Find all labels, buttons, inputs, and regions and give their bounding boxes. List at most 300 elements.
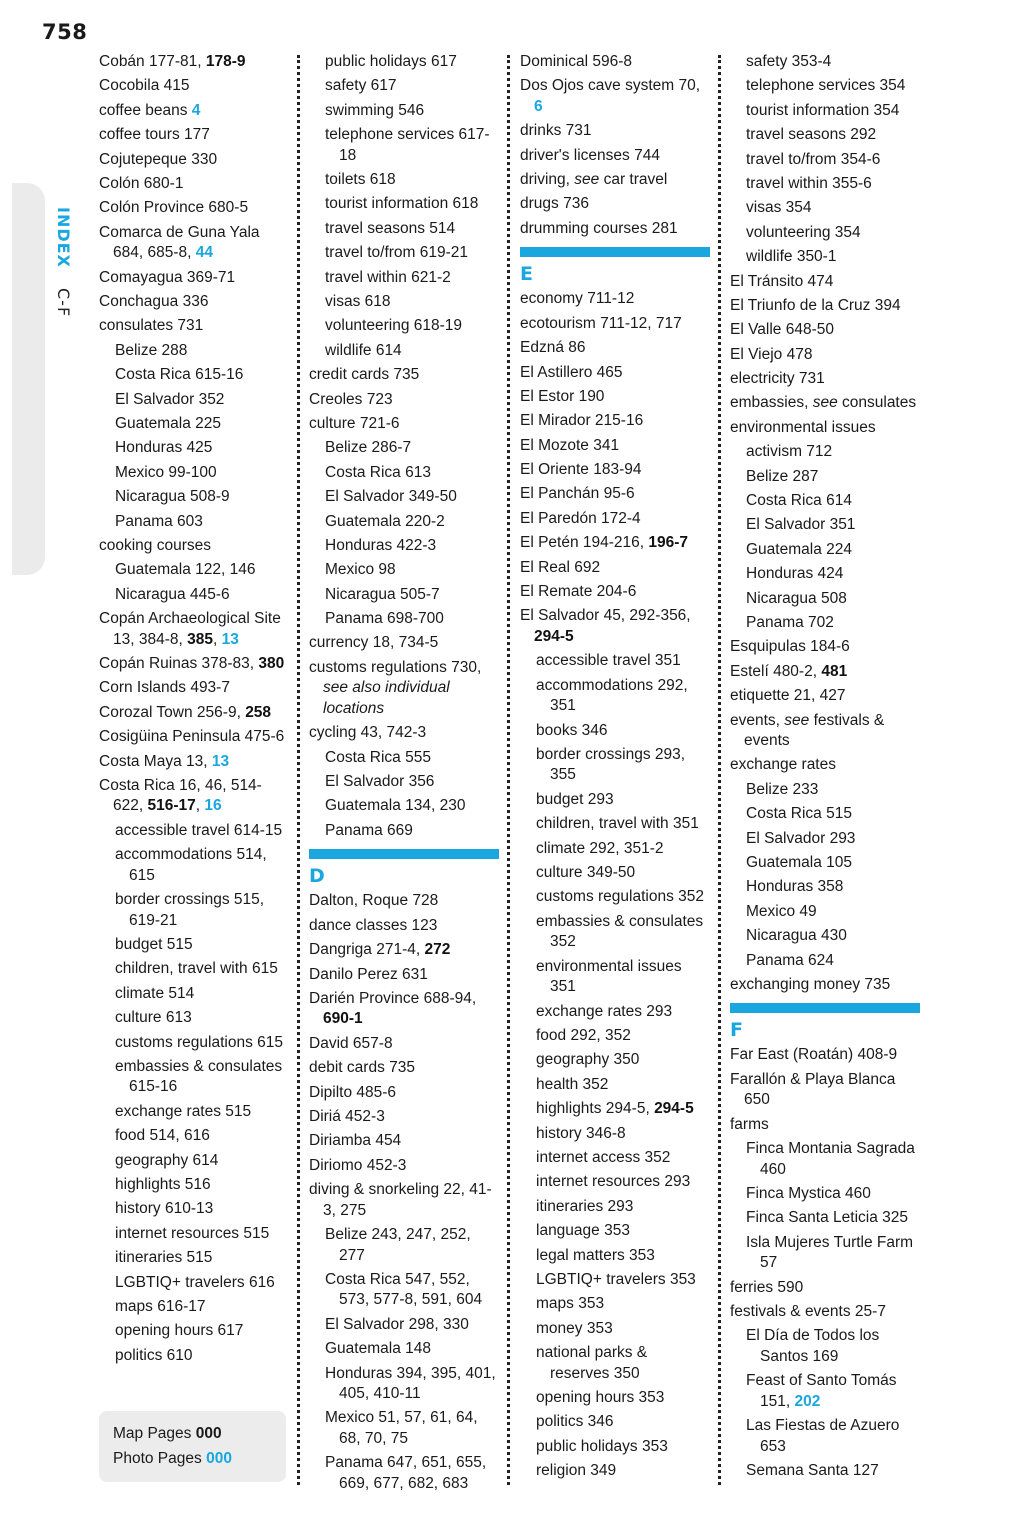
entry-text: Costa Maya 13,: [99, 752, 212, 770]
entry-text: drumming courses 281: [520, 219, 678, 237]
index-entry: [520, 219, 710, 240]
index-subentry: [520, 1294, 710, 1315]
entry-text: drugs 736: [520, 195, 589, 213]
entry-text: customs regulations 615: [115, 1033, 284, 1051]
entry-text: drinks 731: [520, 122, 592, 140]
index-subentry: [99, 512, 289, 533]
index-subentry: [520, 1148, 710, 1169]
entry-text: health 352: [536, 1075, 609, 1093]
index-subentry: [99, 585, 289, 606]
entry-text: El Remate 204-6: [520, 583, 637, 601]
entry-text: currency 18, 734-5: [309, 634, 439, 652]
entry-text: culture 613: [115, 1009, 192, 1027]
entry-text: itineraries 293: [536, 1197, 634, 1215]
entry-text: Honduras 424: [746, 565, 844, 583]
index-subentry: [309, 772, 499, 793]
entry-text: Belize 288: [115, 341, 188, 359]
section-bar: [730, 1003, 920, 1013]
section-letter: F: [730, 1019, 743, 1042]
map-page-ref: 380: [258, 654, 285, 672]
index-subentry: [730, 564, 920, 585]
index-entry: [730, 296, 920, 317]
index-entry: [520, 436, 710, 457]
entry-text: cycling 43, 742-3: [309, 724, 427, 742]
entry-text: embassies,: [730, 394, 813, 412]
entry-text: Dangriga 271-4,: [309, 941, 425, 959]
entry-text: Guatemala 134, 230: [325, 797, 466, 815]
entry-text: Costa Rica 613: [325, 463, 431, 481]
map-pages-value: 000: [195, 1425, 222, 1442]
index-subentry: [99, 890, 289, 931]
index-subentry: [99, 1033, 289, 1054]
entry-text: geography 614: [115, 1151, 219, 1169]
entry-text: Honduras 394, 395, 401, 405, 410-11: [325, 1364, 496, 1403]
cross-reference: see: [574, 171, 600, 189]
index-subentry: [730, 853, 920, 874]
entry-text: politics 346: [536, 1413, 614, 1431]
entry-text: food 514, 616: [115, 1127, 210, 1145]
letter-section-header: [520, 247, 710, 285]
entry-text: Far East (Roatán) 408-9: [730, 1046, 898, 1064]
index-subentry: [99, 1151, 289, 1172]
index-subentry: [730, 198, 920, 219]
index-entry: [309, 916, 499, 937]
entry-text: El Petén 194-216,: [520, 534, 649, 552]
index-entry: [309, 414, 499, 435]
entry-text: religion 349: [536, 1462, 617, 1480]
index-subentry: [520, 1075, 710, 1096]
index-subentry: [309, 268, 499, 289]
index-subentry: [309, 463, 499, 484]
entry-text: El Viejo 478: [730, 345, 813, 363]
entry-text: David 657-8: [309, 1034, 393, 1052]
index-entry: [99, 198, 289, 219]
map-page-ref: 294-5: [534, 627, 574, 645]
map-pages-legend: [113, 1425, 222, 1443]
index-subentry: [99, 560, 289, 581]
index-subentry: [309, 1315, 499, 1336]
photo-page-ref: 44: [195, 244, 213, 262]
entry-text: dance classes 123: [309, 916, 438, 934]
entry-text: Comarca de Guna Yala 684, 685-8,: [99, 223, 260, 262]
index-entry: [730, 755, 920, 776]
index-subentry: [730, 52, 920, 73]
entry-text: Belize 287: [746, 467, 819, 485]
index-subentry: [99, 1346, 289, 1367]
index-subentry: [730, 76, 920, 97]
index-entry: [99, 678, 289, 699]
entry-text: Nicaragua 508: [746, 589, 847, 607]
entry-text: ,: [195, 797, 205, 815]
entry-text: Creoles 723: [309, 390, 393, 408]
photo-pages-value: 000: [206, 1450, 232, 1467]
index-subentry: [99, 1126, 289, 1147]
photo-page-ref: 6: [534, 97, 543, 115]
index-subentry: [99, 1248, 289, 1269]
entry-text: embassies & consulates 615-16: [115, 1057, 283, 1096]
index-subentry: [99, 959, 289, 980]
entry-text: El Salvador 298, 330: [325, 1315, 469, 1333]
index-subentry: [309, 1270, 499, 1311]
index-subentry: [730, 1326, 920, 1367]
index-entry: [309, 1107, 499, 1128]
index-subentry: [730, 247, 920, 268]
page-legend: [99, 1411, 286, 1482]
index-subentry: [520, 1246, 710, 1267]
entry-text: El Astillero 465: [520, 363, 623, 381]
entry-text: national parks & reserves 350: [536, 1344, 648, 1382]
entry-text: visas 354: [746, 199, 812, 217]
entry-text: El Mirador 215-16: [520, 412, 644, 430]
index-subentry: [730, 442, 920, 463]
entry-text: activism 712: [746, 443, 833, 461]
index-subentry: [309, 1339, 499, 1360]
index-entry: [99, 776, 289, 817]
photo-page-ref: 16: [204, 797, 222, 815]
entry-text: Costa Rica 615-16: [115, 366, 244, 384]
entry-text: Mexico 51, 57, 61, 64, 68, 70, 75: [325, 1409, 478, 1447]
photo-page-ref: 13: [211, 752, 230, 770]
index-entry: [99, 609, 289, 650]
entry-text: volunteering 354: [746, 223, 861, 241]
entry-text: culture 721-6: [309, 414, 400, 432]
entry-text: Guatemala 224: [746, 540, 852, 558]
index-entry: [309, 1131, 499, 1152]
entry-text: Diriamba 454: [309, 1132, 402, 1150]
entry-text: exchanging money 735: [730, 975, 891, 993]
entry-text: Comayagua 369-71: [99, 268, 236, 286]
index-entry: [99, 727, 289, 748]
entry-text: environmental issues: [730, 418, 876, 436]
entry-text: Conchagua 336: [99, 293, 209, 311]
entry-text: consulates: [837, 394, 917, 412]
index-subentry: [99, 365, 289, 386]
index-subentry: [309, 219, 499, 240]
index-subentry: [520, 1050, 710, 1071]
index-entry: [99, 654, 289, 675]
entry-text: Corn Islands 493-7: [99, 679, 230, 697]
entry-text: embassies & consulates 352: [536, 912, 704, 951]
index-entry: [99, 536, 289, 557]
entry-text: Costa Rica 16, 46, 514-622,: [99, 776, 262, 815]
index-subentry: [99, 487, 289, 508]
entry-text: money 353: [536, 1319, 613, 1337]
entry-text: Copán Ruinas 378-83,: [99, 654, 259, 672]
entry-text: Costa Rica 547, 552, 573, 577-8, 591, 604: [325, 1270, 483, 1309]
index-subentry: [730, 926, 920, 947]
index-subentry: [99, 390, 289, 411]
entry-text: travel seasons 514: [325, 219, 456, 237]
entry-text: Guatemala 225: [115, 414, 221, 432]
entry-text: Mexico 99-100: [115, 463, 217, 481]
index-entry: [520, 363, 710, 384]
index-subentry: [730, 1233, 920, 1274]
entry-text: legal matters 353: [536, 1246, 655, 1264]
index-subentry: [730, 101, 920, 122]
index-subentry: [309, 1225, 499, 1266]
entry-text: accommodations 292, 351: [536, 676, 688, 715]
index-subentry: [520, 651, 710, 672]
entry-text: Panama 624: [746, 951, 834, 969]
index-entry: [99, 76, 289, 97]
index-subentry: [309, 316, 499, 337]
index-subentry: [309, 536, 499, 557]
entry-text: Esquipulas 184-6: [730, 638, 850, 656]
entry-text: opening hours 353: [536, 1388, 665, 1406]
entry-text: Dominical 596-8: [520, 53, 632, 70]
index-subentry: [309, 125, 499, 166]
index-subentry: [520, 1270, 710, 1291]
entry-text: environmental issues 351: [536, 957, 682, 996]
index-entry: [520, 194, 710, 215]
index-subentry: [520, 1124, 710, 1145]
index-subentry: [730, 223, 920, 244]
index-entry: [99, 752, 289, 773]
index-range: C-F: [54, 288, 73, 318]
entry-text: itineraries 515: [115, 1249, 213, 1267]
index-entry: [309, 658, 499, 720]
index-entry: [520, 484, 710, 505]
entry-text: El Panchán 95-6: [520, 485, 635, 503]
index-entry: [309, 989, 499, 1030]
entry-text: Cocobila 415: [99, 77, 190, 95]
entry-text: politics 610: [115, 1346, 193, 1364]
index-entry: [730, 975, 920, 996]
entry-text: travel to/from 619-21: [325, 244, 469, 262]
entry-text: Nicaragua 508-9: [115, 488, 230, 506]
entry-text: travel seasons 292: [746, 126, 877, 144]
entry-text: Panama 698-700: [325, 610, 444, 628]
index-subentry: [520, 1461, 710, 1482]
index-subentry: [730, 515, 920, 536]
letter-section-header: [309, 849, 499, 887]
index-subentry: [520, 1221, 710, 1242]
entry-text: El Mozote 341: [520, 436, 620, 454]
index-entry: [99, 174, 289, 195]
entry-text: public holidays 353: [536, 1437, 668, 1455]
entry-text: car travel: [599, 171, 668, 189]
entry-text: Nicaragua 505-7: [325, 585, 440, 603]
index-entry: [730, 1115, 920, 1136]
entry-text: telephone services 617-18: [325, 126, 490, 164]
photo-page-ref: 202: [794, 1392, 821, 1410]
column-separator: [297, 55, 300, 1485]
index-subentry: [309, 101, 499, 122]
index-entry: [730, 662, 920, 683]
entry-text: Colón Province 680-5: [99, 199, 249, 217]
entry-text: safety 617: [325, 77, 397, 95]
index-subentry: [520, 863, 710, 884]
index-subentry: [309, 194, 499, 215]
index-entry: [99, 703, 289, 724]
entry-text: Feast of Santo Tomás 151,: [746, 1372, 897, 1410]
index-subentry: [99, 1321, 289, 1342]
index-entry: [730, 1278, 920, 1299]
entry-text: internet resources 293: [536, 1173, 691, 1191]
entry-text: LGBTIQ+ travelers 353: [536, 1270, 696, 1288]
entry-text: Dipilto 485-6: [309, 1083, 397, 1101]
entry-text: highlights 294-5,: [536, 1100, 655, 1118]
entry-text: Panama 702: [746, 613, 834, 631]
map-page-ref: 385: [187, 630, 213, 648]
entry-text: language 353: [536, 1222, 630, 1240]
index-column-3: [520, 52, 710, 1486]
index-entry: [309, 1058, 499, 1079]
index-subentry: [730, 491, 920, 512]
index-subentry: [730, 902, 920, 923]
entry-text: consulates 731: [99, 317, 204, 335]
entry-text: tourist information 354: [746, 101, 900, 119]
index-subentry: [520, 1388, 710, 1409]
index-subentry: [520, 887, 710, 908]
entry-text: geography 350: [536, 1051, 640, 1069]
entry-text: festivals & events: [744, 711, 885, 750]
entry-text: toilets 618: [325, 171, 396, 189]
entry-text: customs regulations 352: [536, 888, 705, 906]
index-entry: [730, 393, 920, 414]
index-entry: [730, 686, 920, 707]
entry-text: maps 353: [536, 1295, 605, 1313]
entry-text: accessible travel 614-15: [115, 821, 283, 839]
photo-pages-legend: [113, 1450, 232, 1468]
index-subentry: [730, 125, 920, 146]
entry-text: climate 514: [115, 984, 195, 1002]
index-subentry: [309, 585, 499, 606]
index-subentry: [309, 76, 499, 97]
index-entry: [520, 338, 710, 359]
index-entry: [99, 52, 289, 73]
map-page-ref: 196-7: [648, 534, 689, 552]
index-entry: [520, 606, 710, 647]
index-subentry: [309, 438, 499, 459]
index-subentry: [730, 1371, 920, 1412]
entry-text: Finca Mystica 460: [746, 1185, 871, 1203]
index-subentry: [730, 540, 920, 561]
index-entry: [730, 637, 920, 658]
index-subentry: [520, 1319, 710, 1340]
entry-text: ecotourism 711-12, 717: [520, 314, 682, 332]
map-page-ref: 272: [424, 941, 451, 959]
index-entry: [520, 52, 710, 73]
index-entry: [520, 121, 710, 142]
index-entry: [730, 1302, 920, 1323]
entry-text: Costa Rica 614: [746, 492, 852, 510]
index-entry: [520, 533, 710, 554]
entry-text: Semana Santa 127: [746, 1462, 879, 1480]
entry-text: volunteering 618-19: [325, 317, 463, 335]
index-entry: [730, 1045, 920, 1066]
index-entry: [730, 711, 920, 752]
photo-page-ref: 13: [221, 630, 239, 648]
index-subentry: [520, 1172, 710, 1193]
map-page-ref: 258: [245, 703, 272, 721]
entry-text: travel within 621-2: [325, 268, 451, 286]
entry-text: Finca Santa Leticia 325: [746, 1209, 908, 1227]
column-separator: [718, 55, 721, 1485]
entry-text: Corozal Town 256-9,: [99, 703, 246, 721]
entry-text: border crossings 293, 355: [536, 745, 686, 784]
index-entry: [520, 582, 710, 603]
index-entry: [99, 316, 289, 337]
entry-text: safety 353-4: [746, 53, 832, 70]
entry-text: Darién Province 688-94,: [309, 989, 477, 1007]
index-subentry: [309, 243, 499, 264]
entry-text: festivals & events 25-7: [730, 1303, 886, 1321]
index-subentry: [99, 1273, 289, 1294]
index-subentry: [99, 438, 289, 459]
entry-text: Costa Rica 555: [325, 748, 431, 766]
entry-text: Farallón & Playa Blanca 650: [730, 1070, 896, 1109]
index-subentry: [520, 745, 710, 786]
index-subentry: [730, 804, 920, 825]
index-subentry: [309, 796, 499, 817]
index-subentry: [99, 1102, 289, 1123]
index-subentry: [730, 1461, 920, 1482]
index-subentry: [730, 877, 920, 898]
entry-text: coffee beans: [99, 101, 192, 119]
index-subentry: [520, 814, 710, 835]
index-subentry: [99, 414, 289, 435]
index-subentry: [520, 1197, 710, 1218]
index-entry: [99, 268, 289, 289]
entry-text: El Salvador 349-50: [325, 488, 457, 506]
entry-text: children, travel with 615: [115, 960, 278, 978]
entry-text: budget 515: [115, 936, 193, 953]
entry-text: Honduras 358: [746, 878, 844, 896]
index-entry: [730, 1070, 920, 1111]
index-subentry: [99, 845, 289, 886]
entry-text: Cojutepeque 330: [99, 150, 218, 168]
index-subentry: [520, 839, 710, 860]
index-subentry: [730, 780, 920, 801]
index-entry: [99, 101, 289, 122]
entry-text: El Valle 648-50: [730, 321, 834, 339]
entry-text: Diriá 452-3: [309, 1107, 385, 1125]
index-entry: [99, 223, 289, 264]
index-entry: [520, 146, 710, 167]
entry-text: Honduras 422-3: [325, 536, 437, 554]
index-subentry: [99, 1199, 289, 1220]
cross-reference: see also individual locations: [323, 679, 450, 717]
index-entry: [520, 460, 710, 481]
entry-text: farms: [730, 1115, 769, 1133]
index-entry: [520, 170, 710, 191]
entry-text: credit cards 735: [309, 366, 420, 384]
index-subentry: [730, 589, 920, 610]
index-entry: [309, 390, 499, 411]
entry-text: cooking courses: [99, 536, 212, 554]
section-letter: E: [520, 263, 533, 286]
entry-text: children, travel with 351: [536, 815, 699, 833]
index-entry: [520, 509, 710, 530]
entry-text: El Oriente 183-94: [520, 461, 642, 479]
index-entry: [309, 940, 499, 961]
index-entry: [309, 1156, 499, 1177]
entry-text: Copán Archaeological Site 13, 384-8,: [99, 610, 281, 648]
section-bar: [520, 247, 710, 257]
entry-text: Panama 603: [115, 512, 203, 530]
index-subentry: [309, 292, 499, 313]
entry-text: LGBTIQ+ travelers 616: [115, 1273, 275, 1291]
index-subentry: [309, 609, 499, 630]
entry-text: Isla Mujeres Turtle Farm 57: [746, 1233, 914, 1272]
entry-text: diving & snorkeling 22, 41-3, 275: [309, 1181, 492, 1219]
entry-text: books 346: [536, 721, 608, 739]
entry-text: Diriomo 452-3: [309, 1156, 407, 1174]
entry-text: accessible travel 351: [536, 652, 681, 670]
entry-text: customs regulations 730,: [309, 658, 482, 676]
index-subentry: [520, 1343, 710, 1384]
